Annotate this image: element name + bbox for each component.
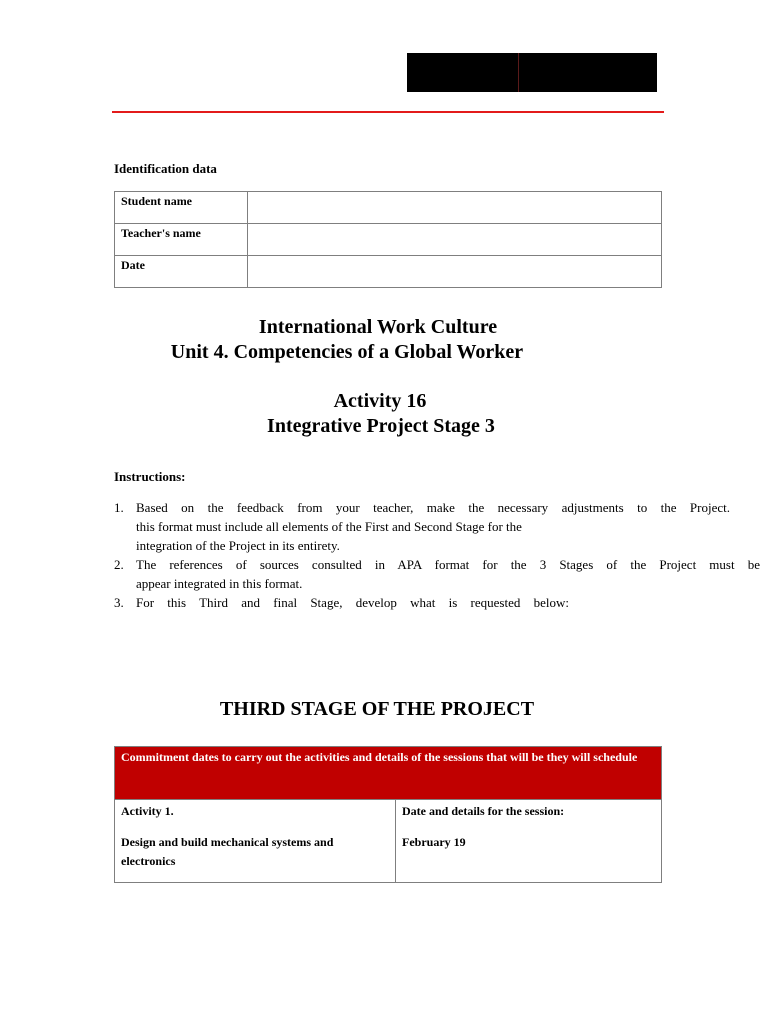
stage-table	[114, 746, 662, 883]
session-date-label: Date and details for the session:	[402, 804, 565, 818]
date-field[interactable]	[248, 256, 662, 288]
list-item-text: The references of sources consulted in APA format for the 3 Stages of the Project must be	[136, 557, 760, 572]
date-label: Date	[115, 256, 248, 288]
unit-title: Unit 4. Competencies of a Global Worker	[170, 341, 524, 363]
header-logo-block	[407, 53, 657, 92]
table-row	[115, 192, 662, 224]
identification-table	[114, 191, 662, 288]
list-item	[114, 555, 760, 593]
logo-divider	[518, 53, 519, 92]
list-item-text: this format must include all elements of the First and Second Stage for the	[136, 519, 522, 534]
student-name-field[interactable]	[248, 192, 662, 224]
list-item-text: For this Third and final Stage, develop what is requested below:	[136, 595, 569, 610]
stage-title: THIRD STAGE OF THE PROJECT	[219, 698, 535, 720]
list-item-text: appear integrated in this format.	[136, 576, 303, 591]
teacher-name-label: Teacher's name	[115, 224, 248, 256]
list-item-number: 1.	[114, 500, 124, 515]
instructions-list	[114, 498, 760, 612]
activity-label: Activity 1.	[121, 804, 174, 818]
activity-title: Activity 16	[333, 390, 427, 412]
list-item	[114, 498, 760, 555]
list-item-text: Based on the feedback from your teacher, make the necessary adjustments to the Project.	[136, 500, 730, 515]
activity-cell	[115, 800, 396, 883]
header-red-rule	[112, 111, 664, 113]
project-title: Integrative Project Stage 3	[267, 415, 495, 437]
identification-heading: Identification data	[114, 161, 217, 176]
list-item	[114, 593, 760, 612]
course-title: International Work Culture	[258, 316, 498, 338]
student-name-label: Student name	[115, 192, 248, 224]
list-item-number: 3.	[114, 595, 124, 610]
table-row	[115, 800, 662, 883]
list-item-number: 2.	[114, 557, 124, 572]
teacher-name-field[interactable]	[248, 224, 662, 256]
stage-table-header: Commitment dates to carry out the activities and details of the sessions that will be they will schedule	[115, 747, 662, 800]
table-row	[115, 256, 662, 288]
session-date-value: February 19	[402, 835, 466, 849]
activity-description: Design and build mechanical systems and electronics	[121, 835, 334, 868]
list-item-text: integration of the Project in its entirety.	[136, 538, 340, 553]
session-cell	[396, 800, 662, 883]
table-row	[115, 224, 662, 256]
instructions-heading: Instructions:	[114, 469, 186, 484]
table-row	[115, 747, 662, 800]
